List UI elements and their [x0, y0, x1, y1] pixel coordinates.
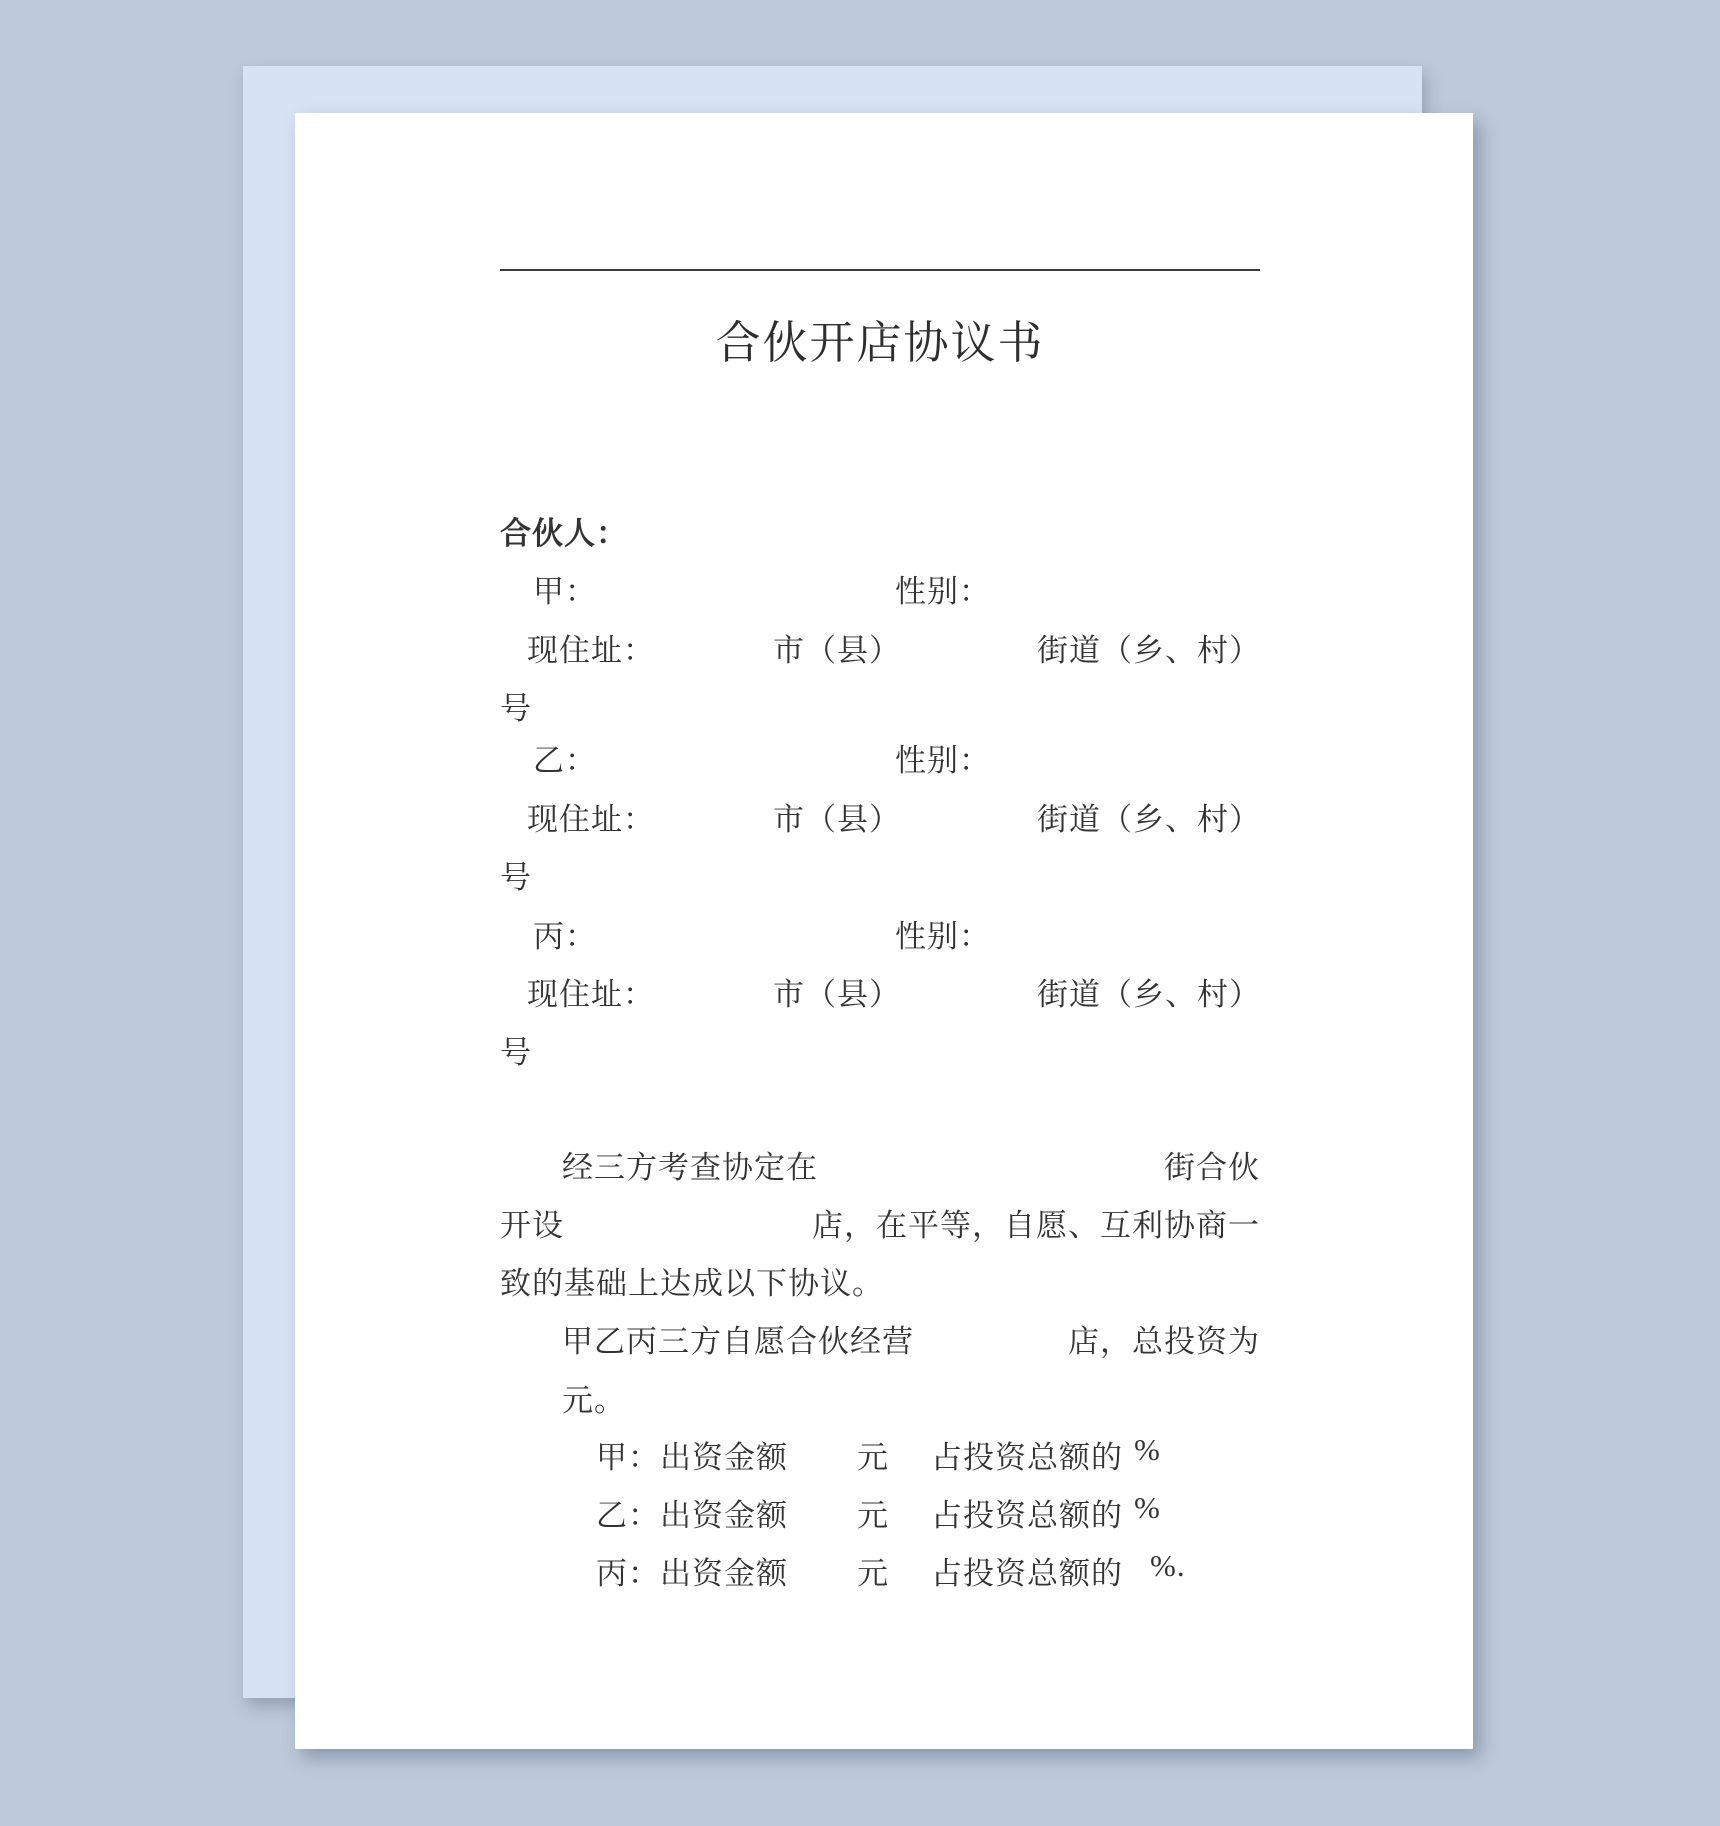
page-title: 合伙开店协议书 [715, 318, 1045, 368]
document-page [295, 113, 1473, 1749]
partners-heading-row [500, 508, 1260, 554]
party-c-name-label: 丙： [533, 919, 597, 954]
intro-line2-left: 开设 [500, 1208, 564, 1243]
agreement-intro-row-3 [500, 1258, 1260, 1304]
party-c-contribution-label: 丙：出资金额 [596, 1556, 788, 1591]
party-c-name-row [500, 911, 1260, 957]
party-c-street-label: 街道（乡、村） [1037, 977, 1261, 1012]
partners-heading: 合伙人： [500, 516, 628, 551]
party-a-yuan-label: 元 [857, 1440, 889, 1475]
title-divider-rule [500, 269, 1260, 271]
investment-row-party-b [500, 1490, 1260, 1536]
party-c-number-row [500, 1027, 1260, 1073]
party-a-contribution-label: 甲：出资金额 [596, 1440, 788, 1475]
investment-line1-left: 甲乙丙三方自愿合伙经营 [562, 1324, 914, 1359]
party-a-number-row [500, 683, 1260, 729]
investment-line2: 元。 [562, 1383, 626, 1418]
agreement-intro-row-2 [500, 1200, 1260, 1246]
party-b-address-label: 现住址： [527, 802, 655, 837]
party-b-street-label: 街道（乡、村） [1037, 802, 1261, 837]
party-a-percent-sign: % [1134, 1432, 1161, 1467]
party-a-city-label: 市（县） [773, 633, 901, 668]
investment-row-party-a [500, 1432, 1260, 1478]
party-b-number-label: 号 [500, 860, 532, 895]
party-b-number-row [500, 852, 1260, 898]
investment-line1-right: 店，总投资为 [1068, 1324, 1260, 1359]
party-b-name-label: 乙： [533, 743, 597, 778]
party-c-city-label: 市（县） [773, 977, 901, 1012]
investment-row-party-c [500, 1548, 1260, 1594]
party-c-gender-label: 性别： [895, 919, 991, 954]
party-c-address-label: 现住址： [527, 977, 655, 1012]
intro-line1-left: 经三方考查协定在 [562, 1150, 818, 1185]
party-a-number-label: 号 [500, 691, 532, 726]
party-a-name-label: 甲： [533, 574, 597, 609]
investment-intro-row-2 [500, 1375, 1260, 1421]
intro-line2-right: 店，在平等，自愿、互利协商一 [812, 1208, 1260, 1243]
party-c-yuan-label: 元 [857, 1556, 889, 1591]
party-c-address-row [500, 969, 1260, 1015]
party-a-address-row [500, 625, 1260, 671]
party-b-share-label: 占投资总额的 [931, 1498, 1123, 1533]
intro-line1-right: 街合伙 [1164, 1150, 1260, 1185]
party-c-share-label: 占投资总额的 [931, 1556, 1123, 1591]
party-b-yuan-label: 元 [857, 1498, 889, 1533]
party-b-contribution-label: 乙：出资金额 [596, 1498, 788, 1533]
party-a-name-row [500, 566, 1260, 612]
party-c-number-label: 号 [500, 1035, 532, 1070]
party-a-address-label: 现住址： [527, 633, 655, 668]
party-a-share-label: 占投资总额的 [931, 1440, 1123, 1475]
party-a-gender-label: 性别： [895, 574, 991, 609]
party-b-address-row [500, 794, 1260, 840]
intro-line3: 致的基础上达成以下协议。 [500, 1266, 884, 1301]
investment-intro-row-1 [500, 1316, 1260, 1362]
party-b-city-label: 市（县） [773, 802, 901, 837]
party-b-percent-sign: % [1134, 1490, 1161, 1525]
party-b-name-row [500, 735, 1260, 781]
party-b-gender-label: 性别： [895, 743, 991, 778]
agreement-intro-row-1 [500, 1142, 1260, 1188]
party-a-street-label: 街道（乡、村） [1037, 633, 1261, 668]
party-c-percent-sign: %. [1150, 1548, 1186, 1583]
